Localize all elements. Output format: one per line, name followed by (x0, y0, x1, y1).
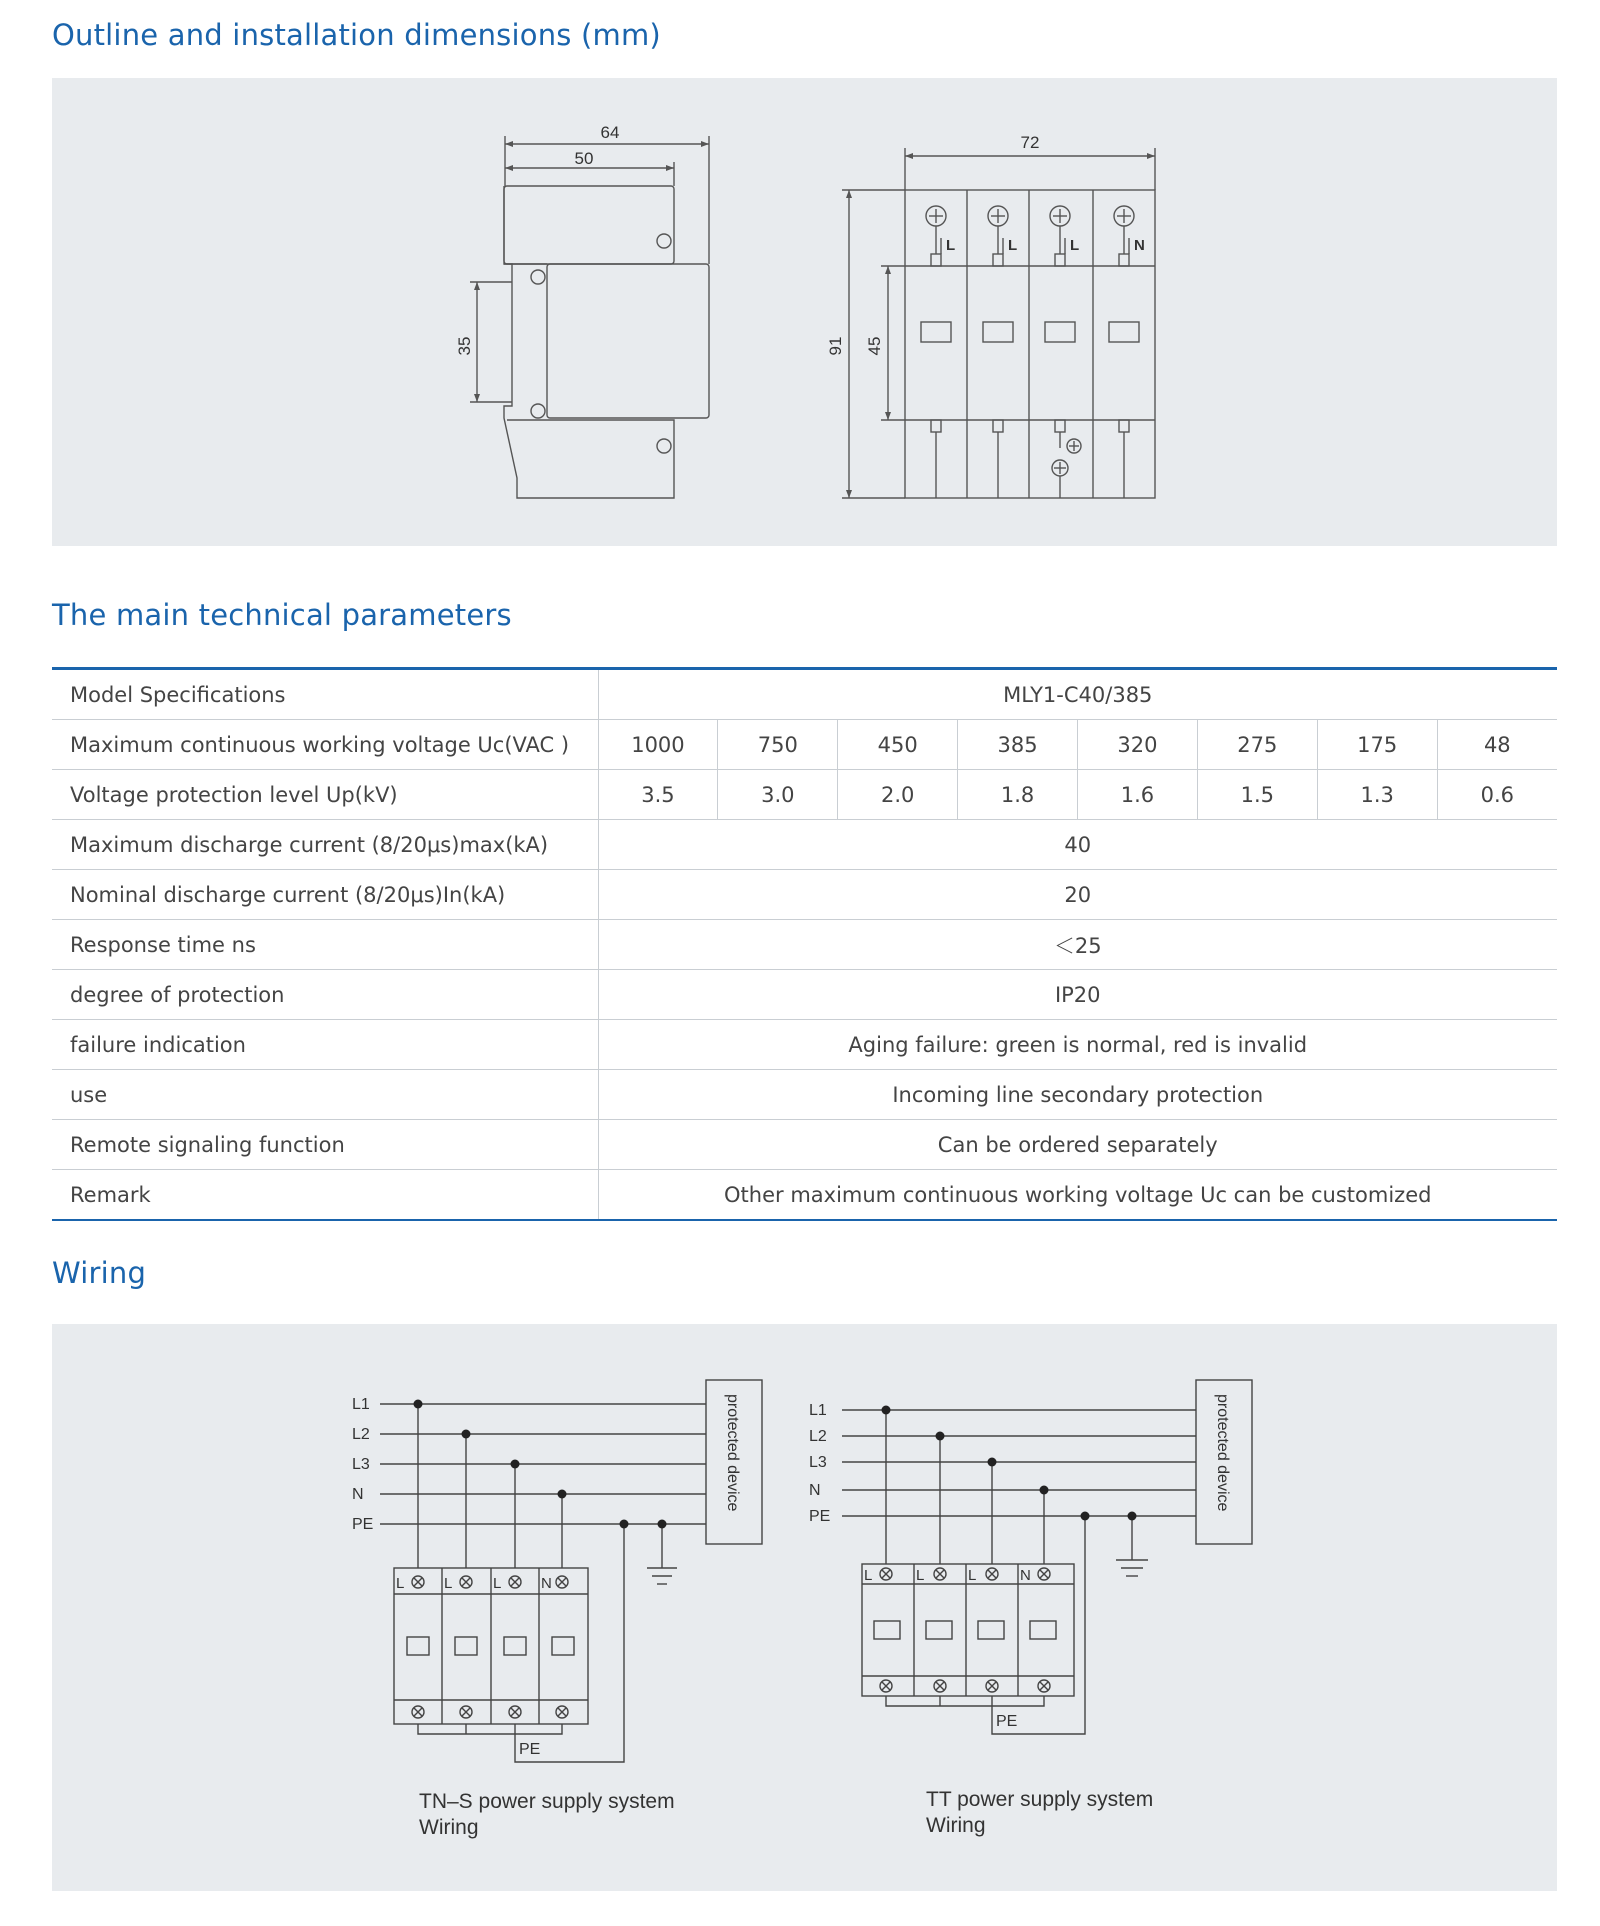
tt-caption-line1: TT power supply system (926, 1788, 1154, 1811)
tns-module-label-1: L (396, 1575, 405, 1592)
technical-parameters-table (52, 667, 1557, 1221)
param-value-cell: 1.8 (958, 770, 1078, 820)
terminal-label-2: L (1008, 237, 1018, 254)
param-row (52, 1020, 1557, 1070)
tns-caption-line1: TN–S power supply system (419, 1790, 675, 1813)
param-value-cell: 1000 (598, 720, 718, 770)
param-value: 20 (598, 870, 1557, 920)
param-label: Response time ns (52, 920, 598, 970)
outline-drawing (52, 78, 1557, 546)
param-row (52, 820, 1557, 870)
tns-module-label-3: L (493, 1575, 502, 1592)
tt-label-l1: L1 (809, 1402, 827, 1419)
param-label: failure indication (52, 1020, 598, 1070)
param-value: Incoming line secondary protection (598, 1070, 1557, 1120)
tns-module-label-2: L (444, 1575, 453, 1592)
dim-label-50: 50 (574, 149, 594, 168)
tt-label-l2: L2 (809, 1428, 827, 1445)
terminal-label-3: L (1070, 237, 1080, 254)
param-label: use (52, 1070, 598, 1120)
tt-module-label-4: N (1020, 1567, 1031, 1584)
terminal-label-1: L (946, 237, 956, 254)
outline-section-title: Outline and installation dimensions (mm) (52, 18, 661, 52)
param-value-cell: 1.3 (1317, 770, 1437, 820)
tns-label-l2: L2 (352, 1426, 370, 1443)
tt-label-n: N (809, 1482, 821, 1499)
param-value: Other maximum continuous working voltage Uc can be customized (724, 1182, 1432, 1207)
param-row (52, 920, 1557, 970)
param-value: Aging failure: green is normal, red is invalid (598, 1020, 1557, 1070)
param-row (52, 720, 1557, 770)
tt-label-l3: L3 (809, 1454, 827, 1471)
front-view-outline (905, 190, 1155, 498)
tt-module-label-2: L (916, 1567, 925, 1584)
side-view-body-back (504, 186, 674, 498)
param-label: Remote signaling function (52, 1120, 598, 1170)
param-value-cell: 1.5 (1197, 770, 1317, 820)
dim-label-72: 72 (1020, 133, 1040, 152)
param-row (52, 1120, 1557, 1170)
dim-label-45: 45 (865, 336, 884, 356)
side-view-hole-top (657, 234, 671, 248)
param-row (52, 669, 1557, 720)
module-window-1 (921, 322, 951, 342)
side-view-hole-bottom (657, 439, 671, 453)
param-row (52, 770, 1557, 820)
param-row (52, 970, 1557, 1020)
module-window-3 (1045, 322, 1075, 342)
param-value: 40 (598, 820, 1557, 870)
top-terminals (926, 206, 1134, 266)
wiring-diagram (52, 1324, 1557, 1891)
wiring-section-title: Wiring (52, 1256, 147, 1290)
param-label: Voltage protection level Up(kV) (52, 770, 598, 820)
tt-caption-line2: Wiring (926, 1814, 986, 1837)
tns-protected-device-label: protected device (724, 1394, 741, 1512)
param-row (52, 1070, 1557, 1120)
side-view-hole-left-top (531, 270, 545, 284)
tt-protected-device-label: protected device (1214, 1394, 1231, 1512)
param-value-cell: 3.5 (598, 770, 718, 820)
bottom-terminals (931, 420, 1129, 498)
tt-label-pe: PE (809, 1508, 831, 1525)
module-window-4 (1109, 322, 1139, 342)
param-value: Can be ordered separately (598, 1120, 1557, 1170)
tns-module-label-4: N (541, 1575, 552, 1592)
tns-label-n: N (352, 1486, 364, 1503)
param-value-cell: 1.6 (1078, 770, 1198, 820)
side-view-top-housing (504, 186, 674, 264)
side-view-hole-left-bottom (531, 404, 545, 418)
param-value: ＜25 (598, 920, 1557, 970)
param-value-cell: 0.6 (1437, 770, 1557, 820)
tt-module-label-3: L (968, 1567, 977, 1584)
wiring-panel (52, 1324, 1557, 1891)
tns-pe-label: PE (519, 1741, 541, 1758)
terminal-label-4: N (1134, 237, 1145, 254)
dim-label-64: 64 (600, 123, 620, 142)
tt-pe-label: PE (996, 1713, 1018, 1730)
param-label: Nominal discharge current (8/20μs)In(kA) (52, 870, 598, 920)
tns-label-l1: L1 (352, 1396, 370, 1413)
param-value: IP20 (598, 970, 1557, 1020)
param-value-cell: 750 (718, 720, 838, 770)
tt-terminal-symbols (880, 1568, 1050, 1692)
param-value-cell: 2.0 (838, 770, 958, 820)
param-value-cell: 320 (1078, 720, 1198, 770)
outline-dimensions-panel (52, 78, 1557, 546)
param-value-cell: 385 (958, 720, 1078, 770)
param-label: Maximum discharge current (8/20μs)max(kA) (52, 820, 598, 870)
param-label: degree of protection (52, 970, 598, 1020)
param-value-cell: 450 (838, 720, 958, 770)
param-value-cell: 275 (1197, 720, 1317, 770)
param-label: Model Specifications (52, 669, 598, 720)
params-section-title: The main technical parameters (52, 598, 512, 632)
param-value: MLY1-C40/385 (598, 669, 1557, 720)
dim-label-35: 35 (455, 336, 474, 356)
side-view-front-module (547, 264, 709, 418)
param-label: Remark (52, 1170, 598, 1221)
param-value-cell: 3.0 (718, 770, 838, 820)
dim-label-91: 91 (826, 336, 845, 356)
tns-caption-line2: Wiring (419, 1816, 479, 1839)
param-value-cell: 48 (1437, 720, 1557, 770)
param-row (52, 1170, 1557, 1221)
param-value-cell: 175 (1317, 720, 1437, 770)
tns-terminal-symbols (412, 1576, 568, 1718)
tns-label-l3: L3 (352, 1456, 370, 1473)
tt-module-label-1: L (864, 1567, 873, 1584)
param-label: Maximum continuous working voltage Uc(VAC ) (52, 720, 598, 770)
module-window-2 (983, 322, 1013, 342)
tns-label-pe: PE (352, 1516, 374, 1533)
param-row (52, 870, 1557, 920)
